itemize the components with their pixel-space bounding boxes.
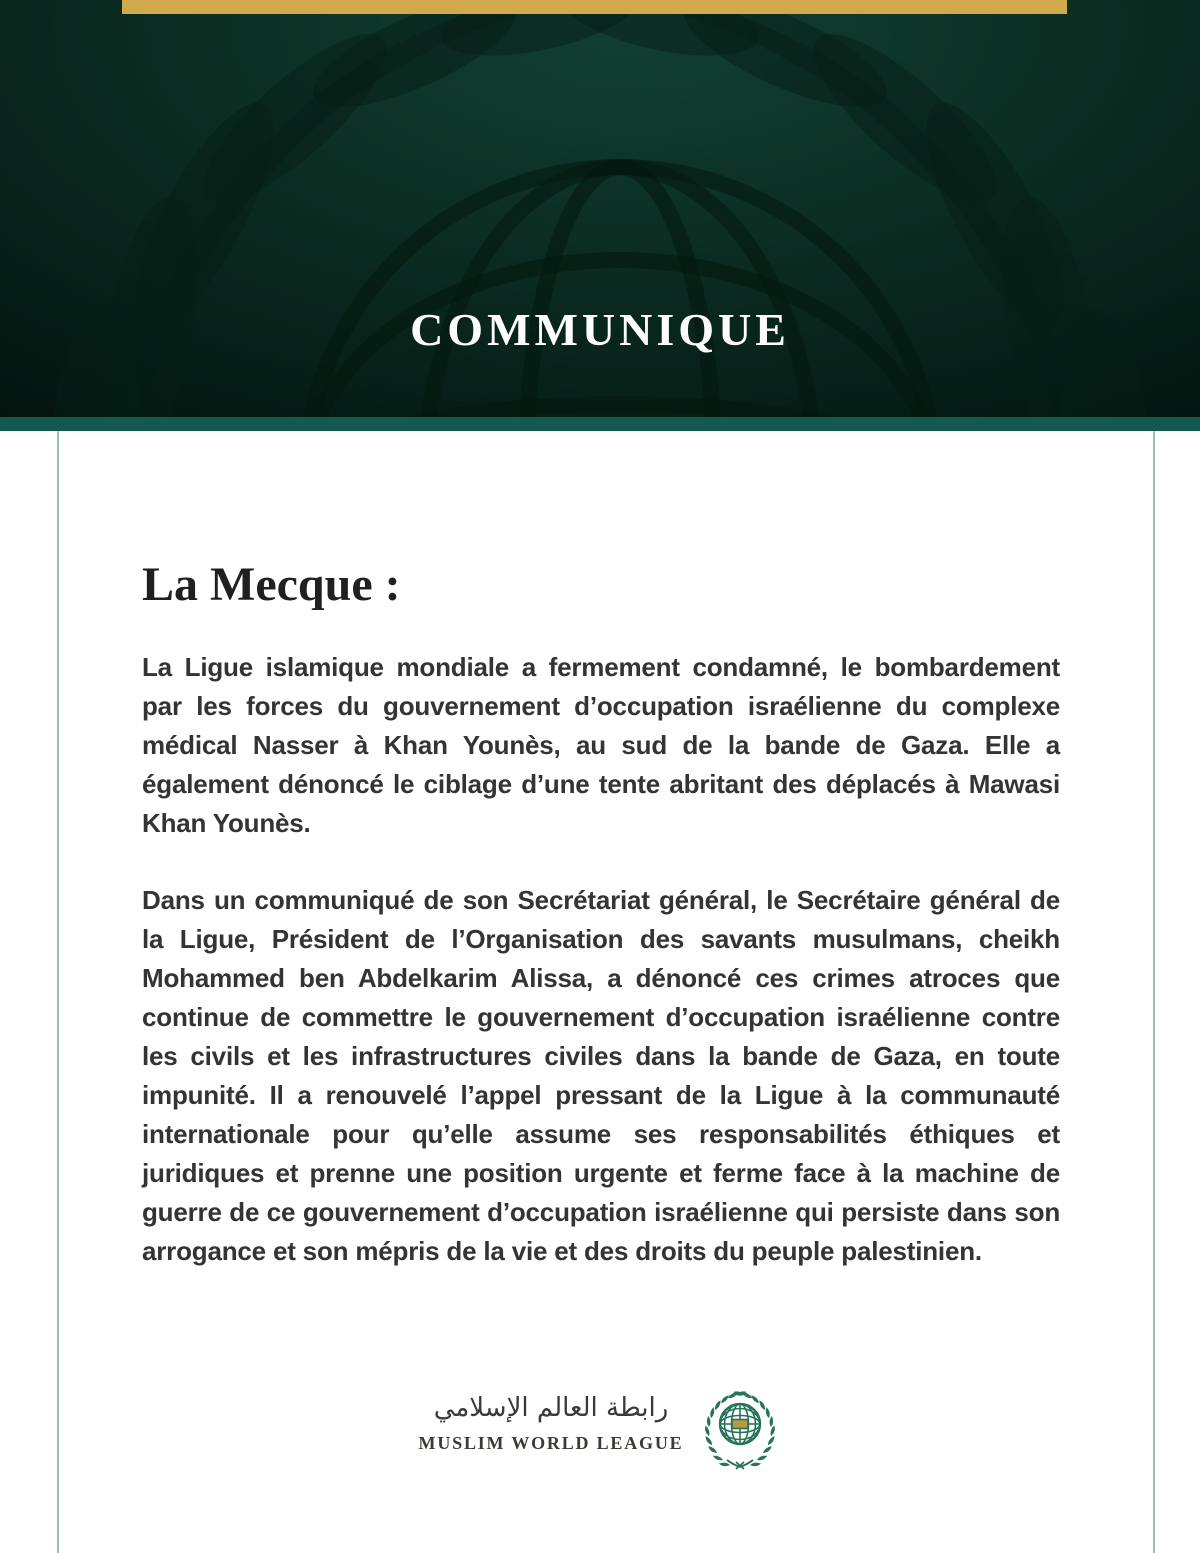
header-banner [0, 0, 1200, 417]
paragraph-2: Dans un communiqué de son Secrétariat général, le Secrétaire général de la Ligue, Président de l’Organisation des savants musulmans, cheikh Mohammed ben Abdelkarim Alissa, a dénoncé ces crimes atroces que continue de commettre le gouvernement d’occupation israélienne contre les civils et les infrastructures civiles dans la bande de Gaza, en toute impunité. Il a renouvelé l’appel pressant de la Ligue à la communauté internationale pour qu’elle assume ses responsabilités éthiques et juridiques et prenne une position urgente et ferme face à la machine de guerre de ce gouvernement d’occupation israélienne qui persiste dans son arrogance et son mépris de la vie et des droits du peuple palestinien. [142, 885, 1060, 1266]
header-divider [0, 417, 1200, 431]
mwl-english-name: MUSLIM WORLD LEAGUE [418, 1433, 684, 1453]
mwl-arabic-name: رابطة العالم الإسلامي [433, 1393, 669, 1423]
mwl-logo [0, 1388, 1200, 1471]
dateline-heading: La Mecque : [142, 558, 401, 611]
communique-body [142, 556, 1060, 1309]
left-frame-line [57, 431, 59, 1553]
communique-title: COMMUNIQUE [410, 304, 790, 355]
mwl-wreath-globe-emblem-icon [699, 1391, 781, 1471]
mwl-logo-text [419, 1388, 684, 1454]
paragraph-1: La Ligue islamique mondiale a fermement condamné, le bombardement par les forces du gouvernement d’occupation israélienne du complexe médical Nasser à Khan Younès, au sud de la bande de Gaza. Elle a également dénoncé le ciblage d’une tente abritant des déplacés à Mawasi Khan Younès. [142, 652, 1060, 838]
right-frame-line [1153, 431, 1155, 1553]
gold-accent-bar [122, 0, 1067, 14]
